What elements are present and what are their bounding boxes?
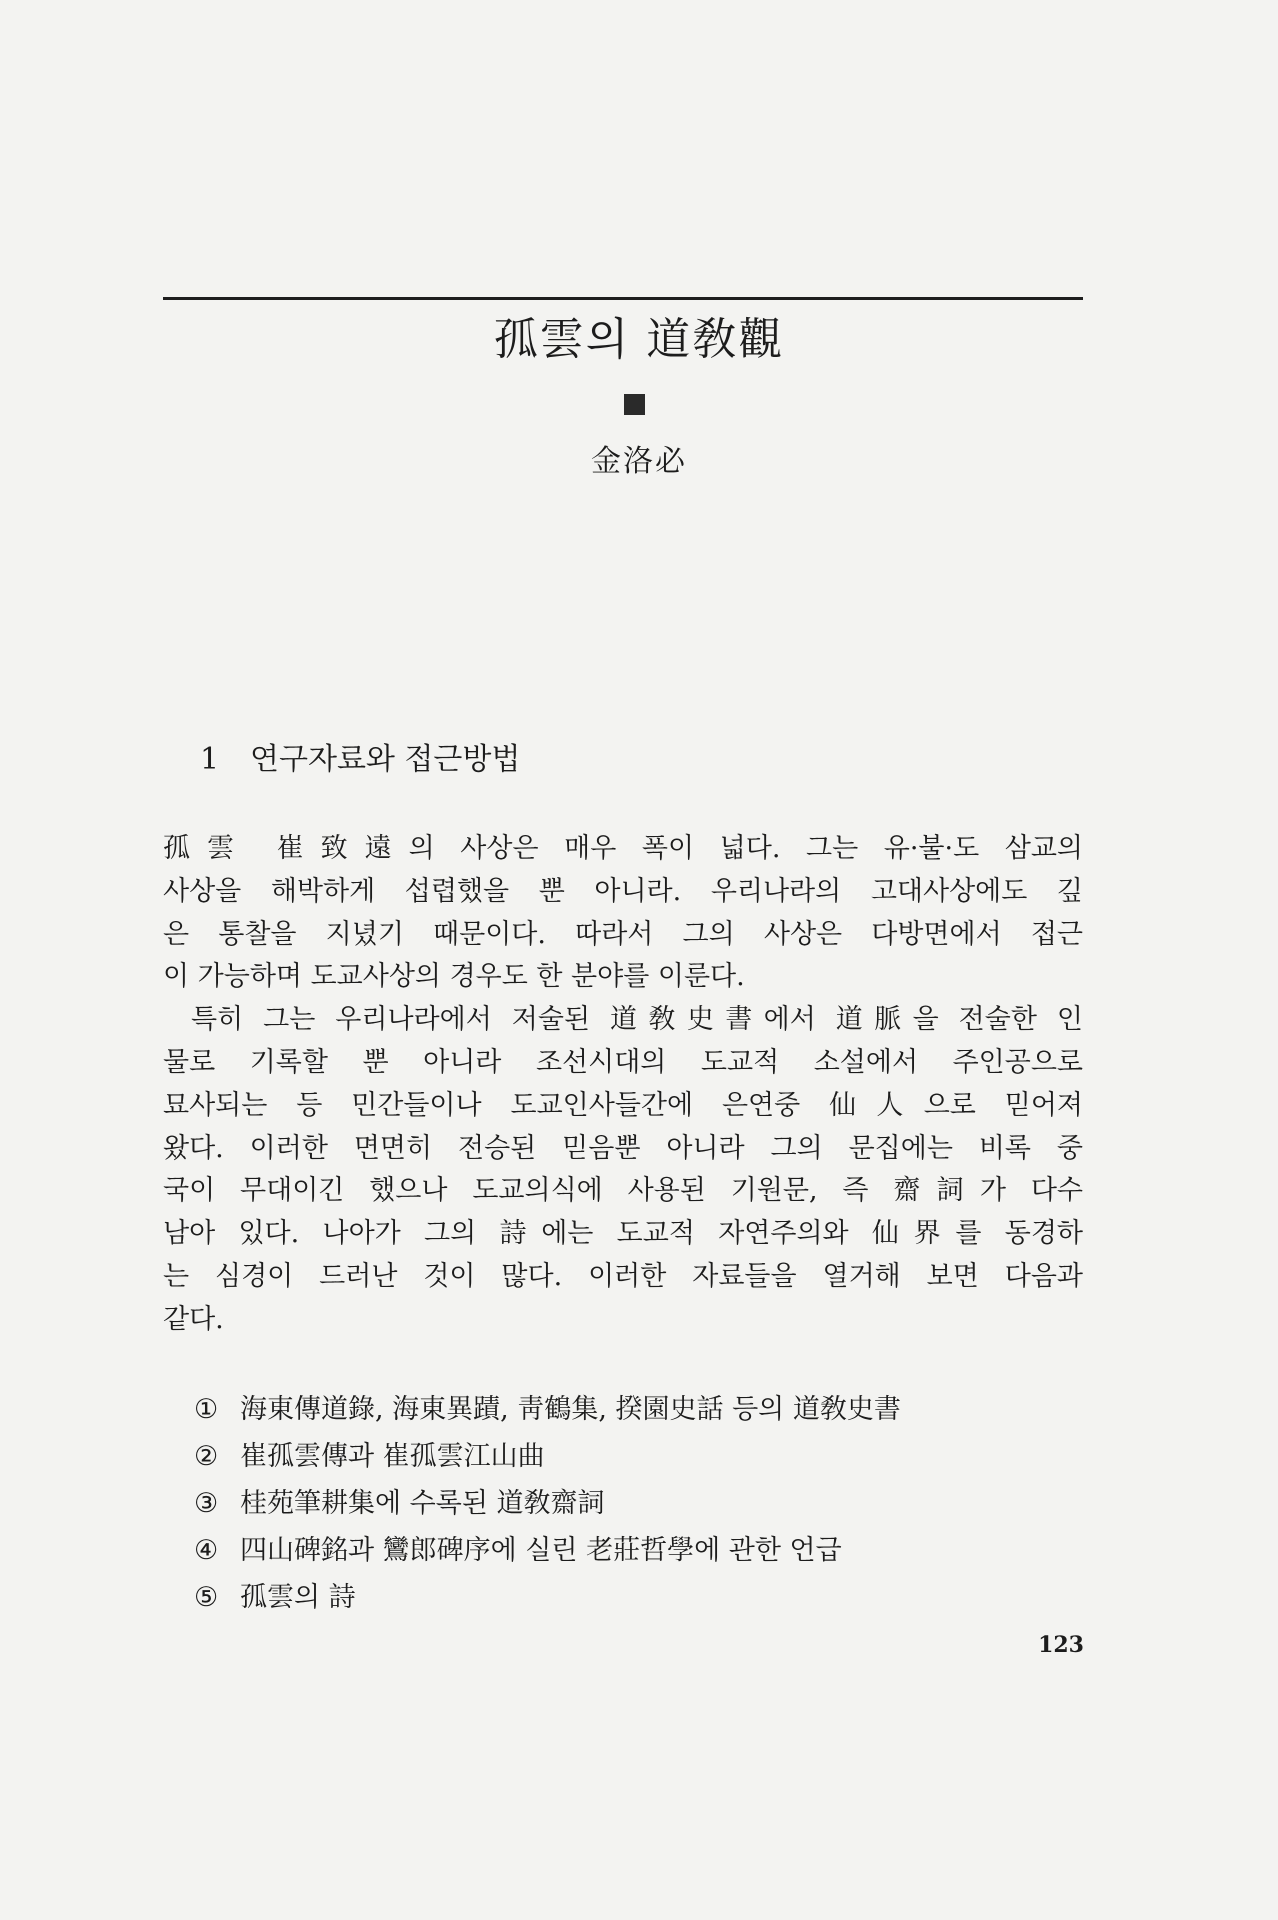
- list-item: [194, 1527, 1074, 1574]
- list-item: [194, 1574, 1074, 1621]
- list-text: 孤雲의 詩: [240, 1582, 356, 1613]
- title-rule: [163, 297, 1083, 300]
- list-text: 崔孤雲傳과 崔孤雲江山曲: [240, 1441, 545, 1472]
- sources-list: [194, 1386, 1074, 1621]
- list-text: 海東傳道錄, 海東異蹟, 靑鶴集, 揆園史話 등의 道敎史書: [240, 1394, 901, 1425]
- body-line: 남아 있다. 나아가 그의 詩에는 도교적 자연주의와 仙界를 동경하: [163, 1218, 1083, 1250]
- list-marker: ②: [194, 1441, 219, 1472]
- article-title: 孤雲의 道敎觀: [493, 314, 785, 365]
- body-line: 물로 기록할 뿐 아니라 조선시대의 도교적 소설에서 주인공으로: [163, 1046, 1083, 1078]
- list-item: [194, 1433, 1074, 1480]
- author-name: 金洛必: [591, 444, 687, 479]
- body-line: 孤雲 崔致遠의 사상은 매우 폭이 넓다. 그는 유·불·도 삼교의: [163, 833, 1083, 864]
- body-line: 국이 무대이긴 했으나 도교의식에 사용된 기원문, 즉 齋詞가 다수: [163, 1175, 1083, 1207]
- body-line: 은 통찰을 지녔기 때문이다. 따라서 그의 사상은 다방면에서 접근: [163, 918, 1083, 950]
- list-marker: ⑤: [194, 1582, 219, 1613]
- list-marker: ①: [194, 1394, 219, 1425]
- body-text: [163, 828, 1083, 1342]
- body-line: 묘사되는 등 민간들이나 도교인사들간에 은연중 仙人으로 믿어져: [163, 1089, 1083, 1121]
- list-marker: ④: [194, 1535, 219, 1566]
- list-text: 四山碑銘과 鸞郎碑序에 실린 老莊哲學에 관한 언급: [240, 1535, 842, 1566]
- body-line: 사상을 해박하게 섭렵했을 뿐 아니라. 우리나라의 고대사상에도 깊: [163, 875, 1083, 907]
- body-line: 는 심경이 드러난 것이 많다. 이러한 자료들을 열거해 보면 다음과: [163, 1260, 1083, 1292]
- page-number: 123: [1038, 1632, 1084, 1658]
- list-item: [194, 1386, 1074, 1433]
- body-line: 왔다. 이러한 면면히 전승된 믿음뿐 아니라 그의 문집에는 비록 중: [163, 1132, 1083, 1164]
- list-text: 桂苑筆耕集에 수록된 道敎齋詞: [240, 1488, 605, 1519]
- section-heading: [200, 740, 520, 780]
- section-number: 1: [200, 742, 220, 777]
- body-line: 특히 그는 우리나라에서 저술된 道敎史書에서 道脈을 전술한 인: [191, 1004, 1083, 1036]
- section-title: 연구자료와 접근방법: [250, 742, 521, 777]
- body-line: 이 가능하며 도교사상의 경우도 한 분야를 이룬다.: [163, 961, 745, 993]
- list-item: [194, 1480, 1074, 1527]
- list-marker: ③: [194, 1488, 219, 1519]
- body-line: 같다.: [163, 1303, 224, 1335]
- title-ornament-square: [624, 394, 645, 415]
